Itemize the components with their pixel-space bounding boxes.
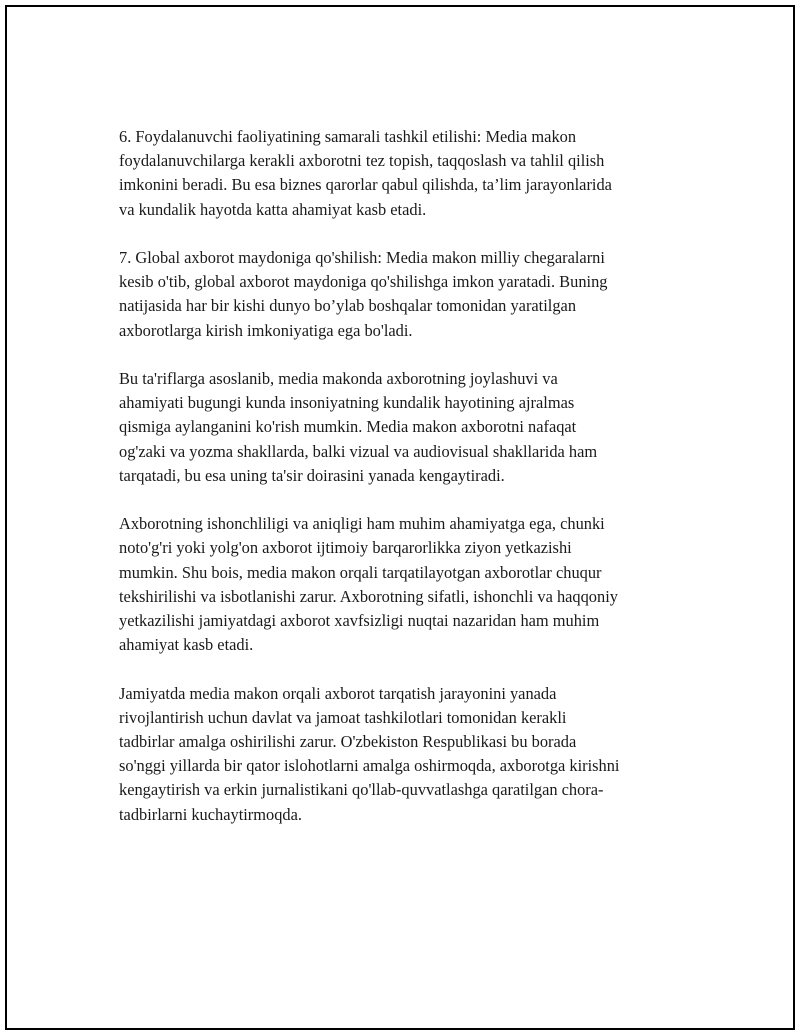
text-line: so'nggi yillarda bir qator islohotlarni amalga oshirmoqda, axborotga kirishni [119,756,620,776]
document-body [119,125,689,851]
text-line: va kundalik hayotda katta ahamiyat kasb etadi. [119,199,427,219]
text-line: kengaytirish va erkin jurnalistikani qo'llab-quvvatlashga qaratilgan chora- [119,780,604,800]
text-line: ahamiyati bugungi kunda insoniyatning kundalik hayotining ajralmas [119,393,575,413]
text-line: qismiga aylanganini ko'rish mumkin. Media makon axborotni nafaqat [119,417,577,437]
text-line: rivojlantirish uchun davlat va jamoat tashkilotlari tomonidan kerakli [119,707,567,727]
text-line: Bu ta'riflarga asoslanib, media makonda axborotning joylashuvi va [119,369,558,388]
text-line: 6. Foydalanuvchi faoliyatining samarali tashkil etilishi: Media makon [119,127,577,146]
paragraph-definitions-conclusion [119,367,689,488]
text-line: axborotlarga kirish imkoniyatiga ega bo'ladi. [119,320,413,340]
text-line: yetkazilishi jamiyatdagi axborot xavfsizligi nuqtai nazaridan ham muhim [119,611,600,631]
text-line: Jamiyatda media makon orqali axborot tarqatish jarayonini yanada [119,683,557,703]
paragraph-reliability [119,512,689,657]
text-line: tadbirlar amalga oshirilishi zarur. O'zbekiston Respublikasi bu borada [119,732,577,752]
text-line: Axborotning ishonchliligi va aniqligi ham muhim ahamiyatga ega, chunki [119,514,605,534]
paragraph-development [119,682,689,827]
paragraph-global-info-space [119,246,689,343]
text-line: tadbirlarni kuchaytirmoqda. [119,804,302,824]
text-line: ahamiyat kasb etadi. [119,635,254,655]
text-line: foydalanuvchilarga kerakli axborotni tez topish, taqqoslash va tahlil qilish [119,151,605,171]
paragraph-user-activity [119,125,689,222]
text-line: imkonini beradi. Bu esa biznes qarorlar qabul qilishda, ta’lim jarayonlarida [119,175,612,195]
text-line: og'zaki va yozma shakllarda, balki vizual va audiovisual shakllarida ham [119,441,598,461]
text-line: natijasida har bir kishi dunyo bo’ylab boshqalar tomonidan yaratilgan [119,296,577,316]
text-line: 7. Global axborot maydoniga qo'shilish: Media makon milliy chegaralarni [119,248,605,267]
text-line: kesib o'tib, global axborot maydoniga qo'shilishga imkon yaratadi. Buning [119,272,608,292]
page-frame [5,5,795,1030]
text-line: tarqatadi, bu esa uning ta'sir doirasini yanada kengaytiradi. [119,465,505,485]
text-line: noto'g'ri yoki yolg'on axborot ijtimoiy barqarorlikka ziyon yetkazishi [119,538,572,558]
text-line: tekshirilishi va isbotlanishi zarur. Axborotning sifatli, ishonchli va haqqoniy [119,586,618,606]
text-line: mumkin. Shu bois, media makon orqali tarqatilayotgan axborotlar chuqur [119,562,602,582]
